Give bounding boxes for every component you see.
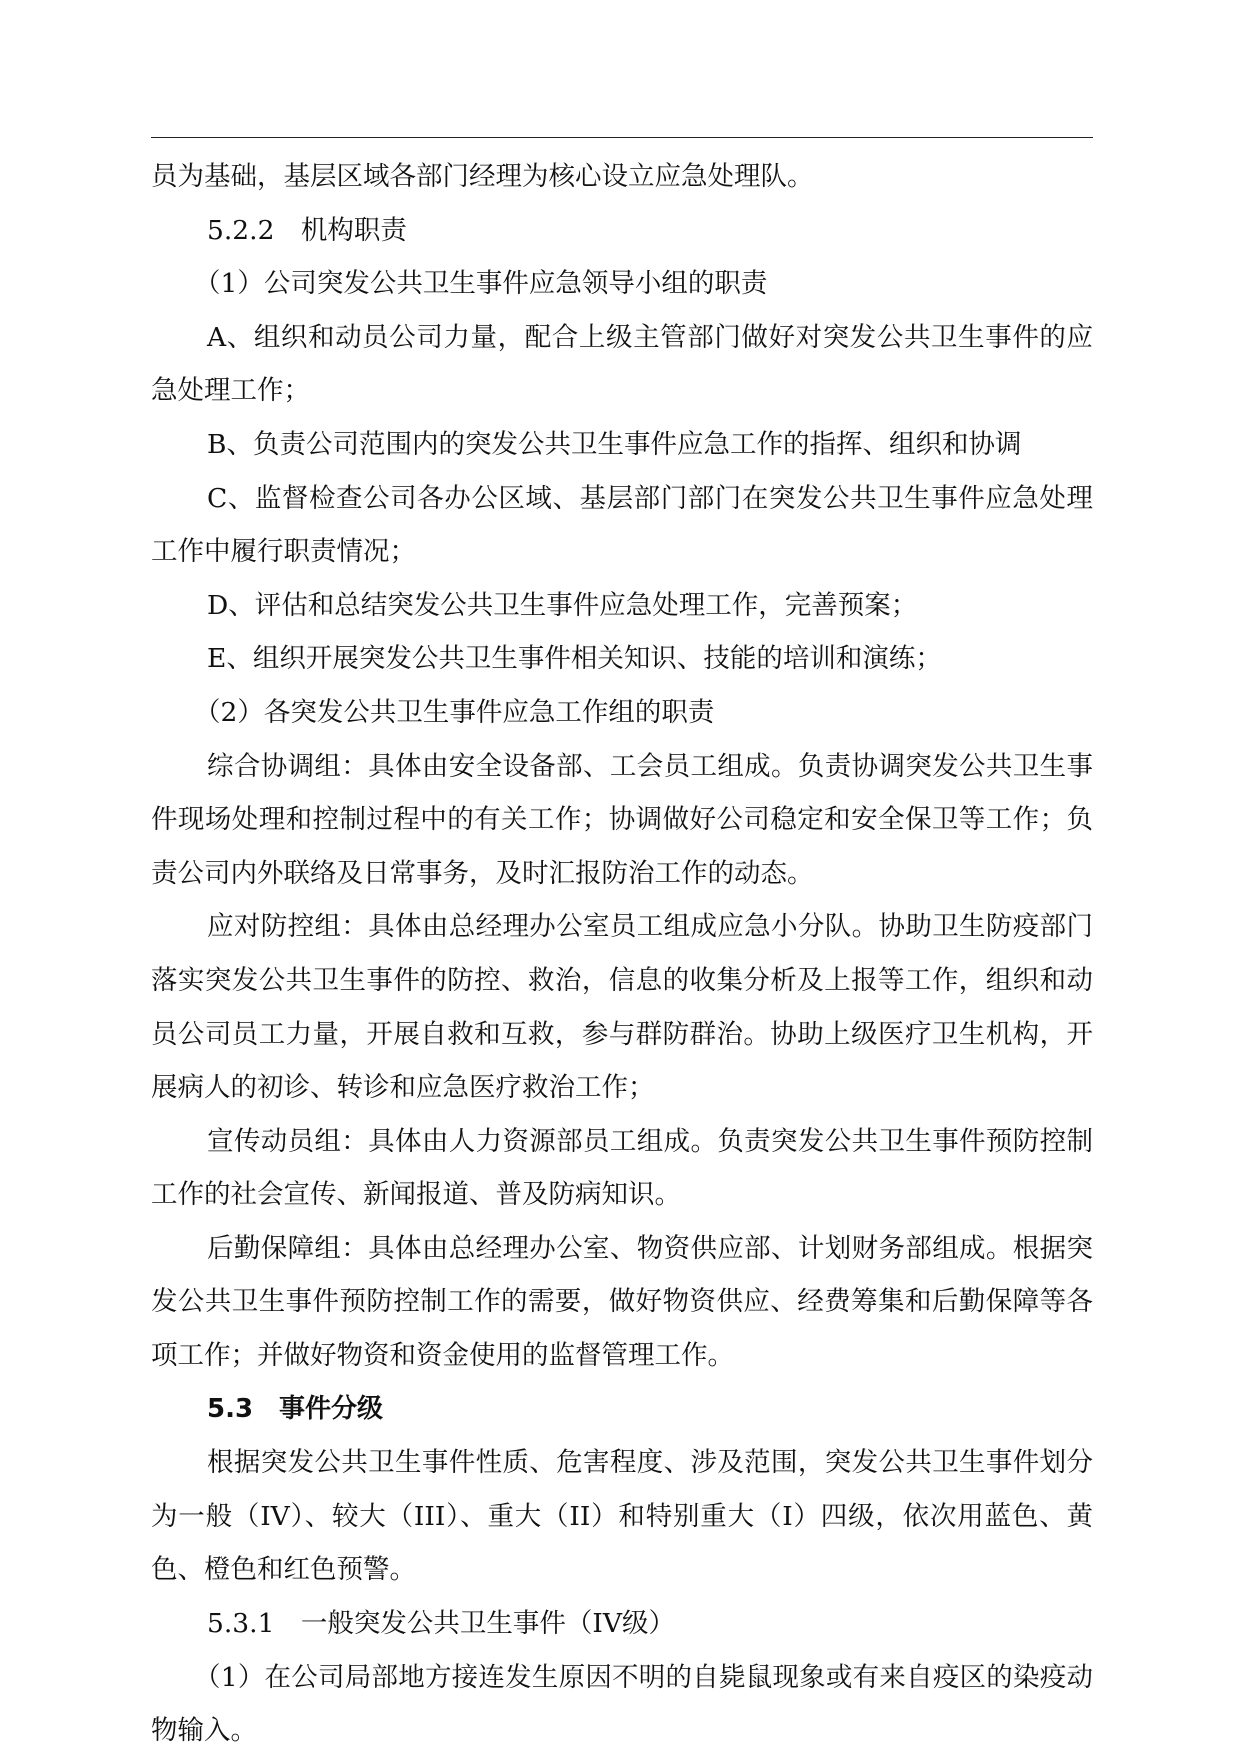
item-1-heading: （1）公司突发公共卫生事件应急领导小组的职责 bbox=[194, 268, 768, 300]
item-d: D、评估和总结突发公共卫生事件应急处理工作，完善预案； bbox=[207, 589, 918, 621]
item-c: C、监督检查公司各办公区域、基层部门部门在突发公共卫生事件应急处理工作中履行职责情况； bbox=[151, 482, 1093, 568]
group-logistics: 后勤保障组：具体由总经理办公室、物资供应部、计划财务部组成。根据突发公共卫生事件预防控制工作的需要，做好物资供应、经费筹集和后勤保障等各项工作；并做好物资和资金使用的监督管理工作。 bbox=[151, 1232, 1093, 1372]
item-b: B、负责公司范围内的突发公共卫生事件应急工作的指挥、组织和协调 bbox=[207, 428, 1022, 460]
level-iv-item-1: （1）在公司局部地方接连发生原因不明的自毙鼠现象或有来自疫区的染疫动物输入。 bbox=[151, 1661, 1093, 1747]
group-prevention: 应对防控组：具体由总经理办公室员工组成应急小分队。协助卫生防疫部门落实突发公共卫生事件的防控、救治，信息的收集分析及上报等工作，组织和动员公司员工力量，开展自救和互救，参与群防群治。协助上级医疗卫生机构，开展病人的初诊、转诊和应急医疗救治工作； bbox=[151, 911, 1093, 1104]
subheading-5-2-2: 5.2.2 机构职责 bbox=[207, 214, 407, 246]
header-rule bbox=[151, 137, 1093, 138]
item-a: A、组织和动员公司力量，配合上级主管部门做好对突发公共卫生事件的应急处理工作； bbox=[151, 321, 1093, 407]
group-publicity: 宣传动员组：具体由人力资源部员工组成。负责突发公共卫生事件预防控制工作的社会宣传、新闻报道、普及防病知识。 bbox=[151, 1125, 1093, 1211]
item-e: E、组织开展突发公共卫生事件相关知识、技能的培训和演练； bbox=[207, 643, 942, 675]
item-2-heading: （2）各突发公共卫生事件应急工作组的职责 bbox=[194, 696, 715, 728]
section-heading-5-3: 5.3 事件分级 bbox=[207, 1393, 384, 1424]
grading-description: 根据突发公共卫生事件性质、危害程度、涉及范围，突发公共卫生事件划分为一般（IV）、较大（III）、重大（II）和特别重大（I）四级，依次用蓝色、黄色、橙色和红色预警。 bbox=[151, 1447, 1093, 1586]
document-body bbox=[151, 150, 1093, 1758]
para-continuation: 员为基础，基层区域各部门经理为核心设立应急处理队。 bbox=[151, 161, 814, 192]
group-coordination: 综合协调组：具体由安全设备部、工会员工组成。负责协调突发公共卫生事件现场处理和控制过程中的有关工作；协调做好公司稳定和安全保卫等工作；负责公司内外联络及日常事务，及时汇报防治工作的动态。 bbox=[151, 750, 1093, 889]
subheading-5-3-1: 5.3.1 一般突发公共卫生事件（IV级） bbox=[207, 1608, 676, 1640]
